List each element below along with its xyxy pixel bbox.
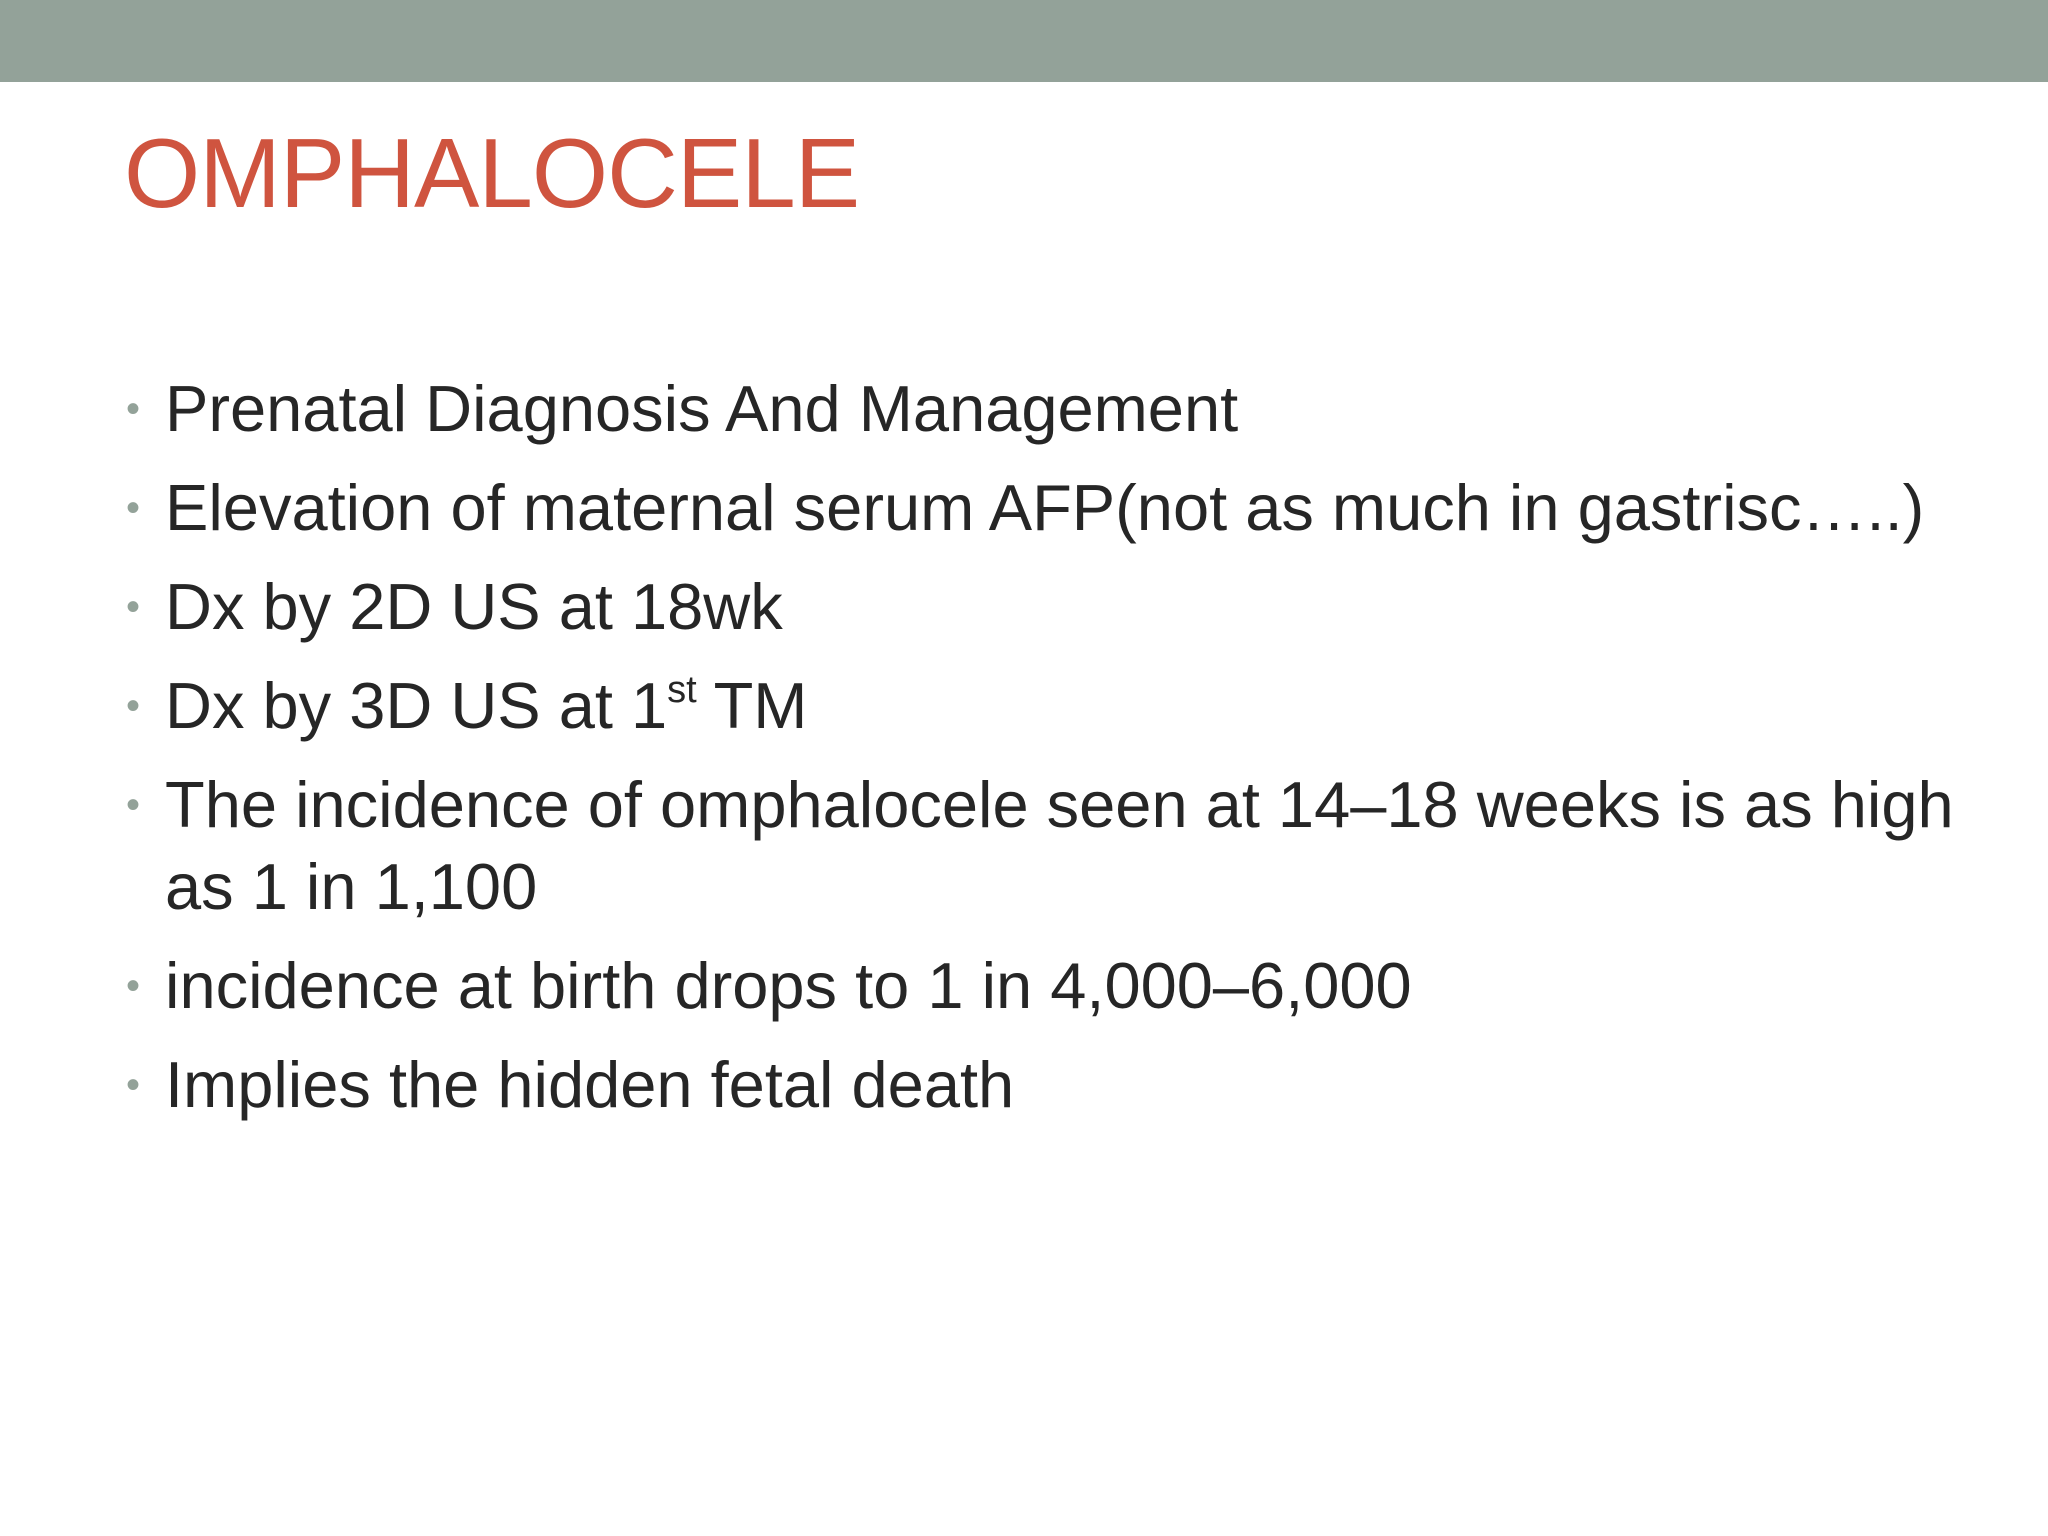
bullet-item — [124, 1044, 1954, 1126]
bullet-icon: • — [126, 684, 141, 728]
slide-title: OMPHALOCELE — [124, 118, 860, 228]
bullet-icon: • — [126, 964, 141, 1008]
bullet-item — [124, 945, 1954, 1027]
bullet-icon: • — [126, 1063, 141, 1107]
bullet-item — [124, 467, 1954, 549]
bullet-text-after-superscript: TM — [696, 669, 808, 742]
bullet-text: Dx by 2D US at 18wk — [165, 570, 783, 643]
ordinal-superscript: st — [667, 669, 697, 711]
bullet-item — [124, 368, 1954, 450]
bullet-text: Elevation of maternal serum AFP(not as much in gastrisc…..) — [165, 471, 1925, 544]
bullet-item — [124, 566, 1954, 648]
bullet-text — [165, 669, 807, 742]
bullet-list — [124, 368, 1954, 1143]
bullet-text-before-superscript: Dx by 3D US at 1 — [165, 669, 668, 742]
bullet-icon: • — [126, 585, 141, 629]
bullet-item — [124, 764, 1954, 928]
bullet-text: The incidence of omphalocele seen at 14–18 weeks is as high as 1 in 1,100 — [165, 768, 1954, 923]
bullet-text: Implies the hidden fetal death — [165, 1048, 1015, 1121]
bullet-icon: • — [126, 387, 141, 431]
bullet-item — [124, 665, 1954, 747]
bullet-icon: • — [126, 783, 141, 827]
bullet-text: incidence at birth drops to 1 in 4,000–6,000 — [165, 949, 1412, 1022]
bullet-icon: • — [126, 486, 141, 530]
bullet-text: Prenatal Diagnosis And Management — [165, 372, 1239, 445]
top-accent-bar — [0, 0, 2048, 82]
